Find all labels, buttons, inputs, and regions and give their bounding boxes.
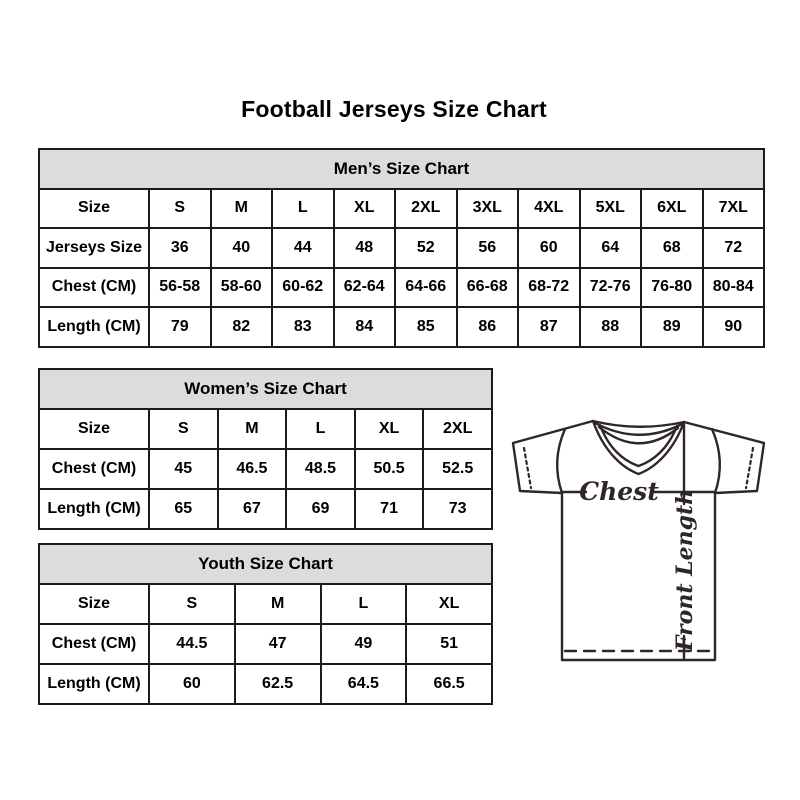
front-length-label: Front Length xyxy=(672,488,698,652)
table-title: Men’s Size Chart xyxy=(39,149,764,189)
value-cell: XL xyxy=(355,409,424,449)
page-title: Football Jerseys Size Chart xyxy=(241,96,547,122)
table-row xyxy=(39,307,764,347)
value-cell: 62.5 xyxy=(235,664,321,704)
value-cell: 48 xyxy=(334,228,396,268)
value-cell: M xyxy=(211,189,273,229)
value-cell: 72 xyxy=(703,228,765,268)
value-cell: 45 xyxy=(149,449,218,489)
table-row xyxy=(39,624,492,664)
value-cell: 56 xyxy=(457,228,519,268)
value-cell: L xyxy=(272,189,334,229)
youth-size-chart-table xyxy=(38,543,493,705)
value-cell: 84 xyxy=(334,307,396,347)
row-label-cell: Size xyxy=(39,189,149,229)
table-row xyxy=(39,489,492,529)
row-label-cell: Size xyxy=(39,584,149,624)
value-cell: 51 xyxy=(406,624,492,664)
row-label-cell: Size xyxy=(39,409,149,449)
value-cell: 7XL xyxy=(703,189,765,229)
value-cell: 5XL xyxy=(580,189,642,229)
row-label-cell: Length (CM) xyxy=(39,489,149,529)
value-cell: S xyxy=(149,584,235,624)
value-cell: 46.5 xyxy=(218,449,287,489)
row-label-cell: Length (CM) xyxy=(39,664,149,704)
table-row xyxy=(39,189,764,229)
value-cell: 60-62 xyxy=(272,268,334,308)
table-row xyxy=(39,584,492,624)
womens-size-chart-table xyxy=(38,368,493,530)
value-cell: 2XL xyxy=(395,189,457,229)
value-cell: 52.5 xyxy=(423,449,492,489)
value-cell: 44.5 xyxy=(149,624,235,664)
value-cell: 36 xyxy=(149,228,211,268)
table-row xyxy=(39,268,764,308)
row-label-cell: Chest (CM) xyxy=(39,624,149,664)
value-cell: XL xyxy=(406,584,492,624)
value-cell: 64-66 xyxy=(395,268,457,308)
table-row xyxy=(39,228,764,268)
value-cell: 3XL xyxy=(457,189,519,229)
value-cell: 82 xyxy=(211,307,273,347)
value-cell: 58-60 xyxy=(211,268,273,308)
value-cell: 68 xyxy=(641,228,703,268)
value-cell: 48.5 xyxy=(286,449,355,489)
mens-size-chart-table xyxy=(38,148,765,348)
value-cell: 40 xyxy=(211,228,273,268)
value-cell: 50.5 xyxy=(355,449,424,489)
value-cell: L xyxy=(286,409,355,449)
value-cell: 62-64 xyxy=(334,268,396,308)
value-cell: 66-68 xyxy=(457,268,519,308)
jersey-illustration xyxy=(505,398,777,670)
value-cell: 76-80 xyxy=(641,268,703,308)
value-cell: M xyxy=(235,584,321,624)
jersey-outline xyxy=(513,421,764,660)
value-cell: M xyxy=(218,409,287,449)
table-row xyxy=(39,449,492,489)
row-label-cell: Chest (CM) xyxy=(39,268,149,308)
value-cell: 47 xyxy=(235,624,321,664)
value-cell: 52 xyxy=(395,228,457,268)
value-cell: 69 xyxy=(286,489,355,529)
value-cell: 83 xyxy=(272,307,334,347)
value-cell: 67 xyxy=(218,489,287,529)
value-cell: 89 xyxy=(641,307,703,347)
row-label-cell: Length (CM) xyxy=(39,307,149,347)
value-cell: 60 xyxy=(518,228,580,268)
value-cell: 2XL xyxy=(423,409,492,449)
value-cell: 65 xyxy=(149,489,218,529)
value-cell: 85 xyxy=(395,307,457,347)
value-cell: 71 xyxy=(355,489,424,529)
value-cell: 44 xyxy=(272,228,334,268)
value-cell: 66.5 xyxy=(406,664,492,704)
row-label-cell: Chest (CM) xyxy=(39,449,149,489)
table-row xyxy=(39,664,492,704)
value-cell: 64.5 xyxy=(321,664,407,704)
value-cell: 68-72 xyxy=(518,268,580,308)
table-title: Women’s Size Chart xyxy=(39,369,492,409)
value-cell: XL xyxy=(334,189,396,229)
value-cell: 87 xyxy=(518,307,580,347)
table-row xyxy=(39,409,492,449)
table-title: Youth Size Chart xyxy=(39,544,492,584)
value-cell: 79 xyxy=(149,307,211,347)
value-cell: 90 xyxy=(703,307,765,347)
value-cell: S xyxy=(149,189,211,229)
value-cell: 56-58 xyxy=(149,268,211,308)
value-cell: 72-76 xyxy=(580,268,642,308)
value-cell: 73 xyxy=(423,489,492,529)
value-cell: S xyxy=(149,409,218,449)
value-cell: 6XL xyxy=(641,189,703,229)
row-label-cell: Jerseys Size xyxy=(39,228,149,268)
value-cell: 64 xyxy=(580,228,642,268)
value-cell: 86 xyxy=(457,307,519,347)
value-cell: 80-84 xyxy=(703,268,765,308)
value-cell: 88 xyxy=(580,307,642,347)
jersey-measurement-diagram xyxy=(505,398,777,670)
value-cell: L xyxy=(321,584,407,624)
value-cell: 4XL xyxy=(518,189,580,229)
chest-label: Chest xyxy=(579,477,659,506)
value-cell: 49 xyxy=(321,624,407,664)
value-cell: 60 xyxy=(149,664,235,704)
